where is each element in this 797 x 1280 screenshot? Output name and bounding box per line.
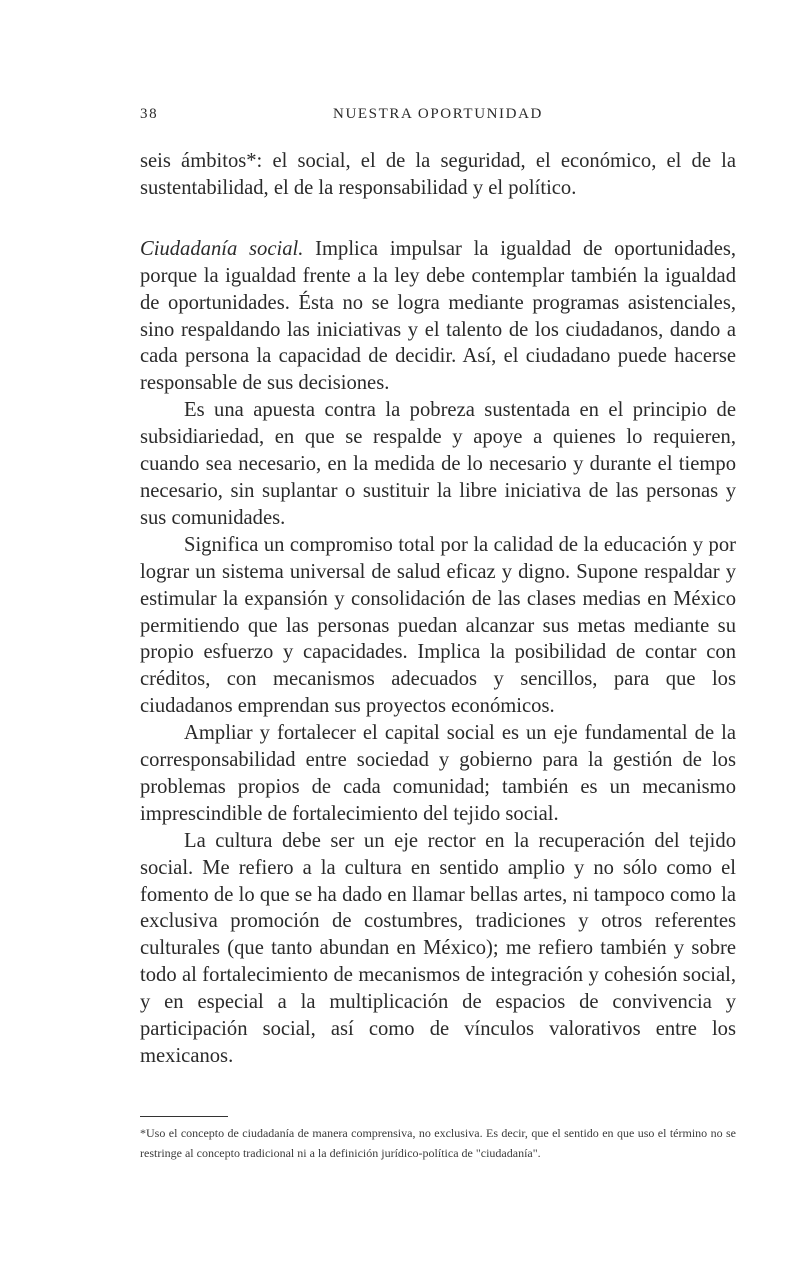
footnote: *Uso el concepto de ciudadanía de manera comprensiva, no exclusiva. Es decir, que el sentido en que uso el término no se restringe al concepto tradicional ni a la definición jurídico-política de "ciudadanía". bbox=[140, 1126, 736, 1160]
page-header bbox=[140, 106, 736, 130]
section-lead-term: Ciudadanía social. bbox=[140, 237, 304, 260]
body-paragraph: Significa un compromiso total por la calidad de la educación y por lograr un sistema universal de salud eficaz y digno. Supone respaldar y estimular la expansión y consolidación de las clases medias en México permitiendo que las personas puedan alcanzar sus metas mediante su propio esfuerzo y capacidades. Implica la posibilidad de contar con créditos, con mecanismos adecuados y sencillos, para que los ciudadanos emprendan sus proyectos económicos. bbox=[140, 533, 736, 718]
section-gap bbox=[140, 202, 736, 236]
footnote-divider bbox=[140, 1116, 228, 1117]
running-title: NUESTRA OPORTUNIDAD bbox=[333, 106, 543, 122]
body-text bbox=[140, 148, 736, 1070]
page-number: 38 bbox=[140, 106, 159, 122]
body-paragraph: La cultura debe ser un eje rector en la recuperación del tejido social. Me refiero a la cultura en sentido amplio y no sólo como el fomento de lo que se ha dado en llamar bellas artes, ni tampoco como la exclusiva promoción de costumbres, tradiciones y otros referentes culturales (que tanto abundan en México); me refiero también y sobre todo al fortalecimiento de mecanismos de integración y cohesión social, y en especial a la multiplicación de espacios de convivencia y participación social, así como de vínculos valorativos entre los mexicanos. bbox=[140, 829, 736, 1067]
intro-paragraph: seis ámbitos*: el social, el de la seguridad, el económico, el de la sustentabilidad, el de la responsabilidad y el político. bbox=[140, 150, 736, 199]
section-lead-text: Implica impulsar la igualdad de oportunidades, porque la igualdad frente a la ley debe contemplar también la igualdad de oportunidades. Ésta no se logra mediante programas asistenciales, sino respaldando las iniciativas y el talento de los ciudadanos, dando a cada persona la capacidad de decidir. Así, el ciudadano puede hacerse responsable de sus decisiones. bbox=[140, 237, 737, 395]
section-lead-paragraph bbox=[140, 236, 736, 397]
body-paragraph: Ampliar y fortalecer el capital social es un eje fundamental de la corresponsabilidad entre sociedad y gobierno para la gestión de los problemas propios de cada comunidad; también es un mecanismo imprescindible de fortalecimiento del tejido social. bbox=[140, 722, 736, 825]
body-paragraph: Es una apuesta contra la pobreza sustentada en el principio de subsidiariedad, en que se respalde y apoye a quienes lo requieren, cuando sea necesario, en la medida de lo necesario y durante el tiempo necesario, sin suplantar o sustituir la libre iniciativa de las personas y sus comunidades. bbox=[140, 399, 736, 529]
